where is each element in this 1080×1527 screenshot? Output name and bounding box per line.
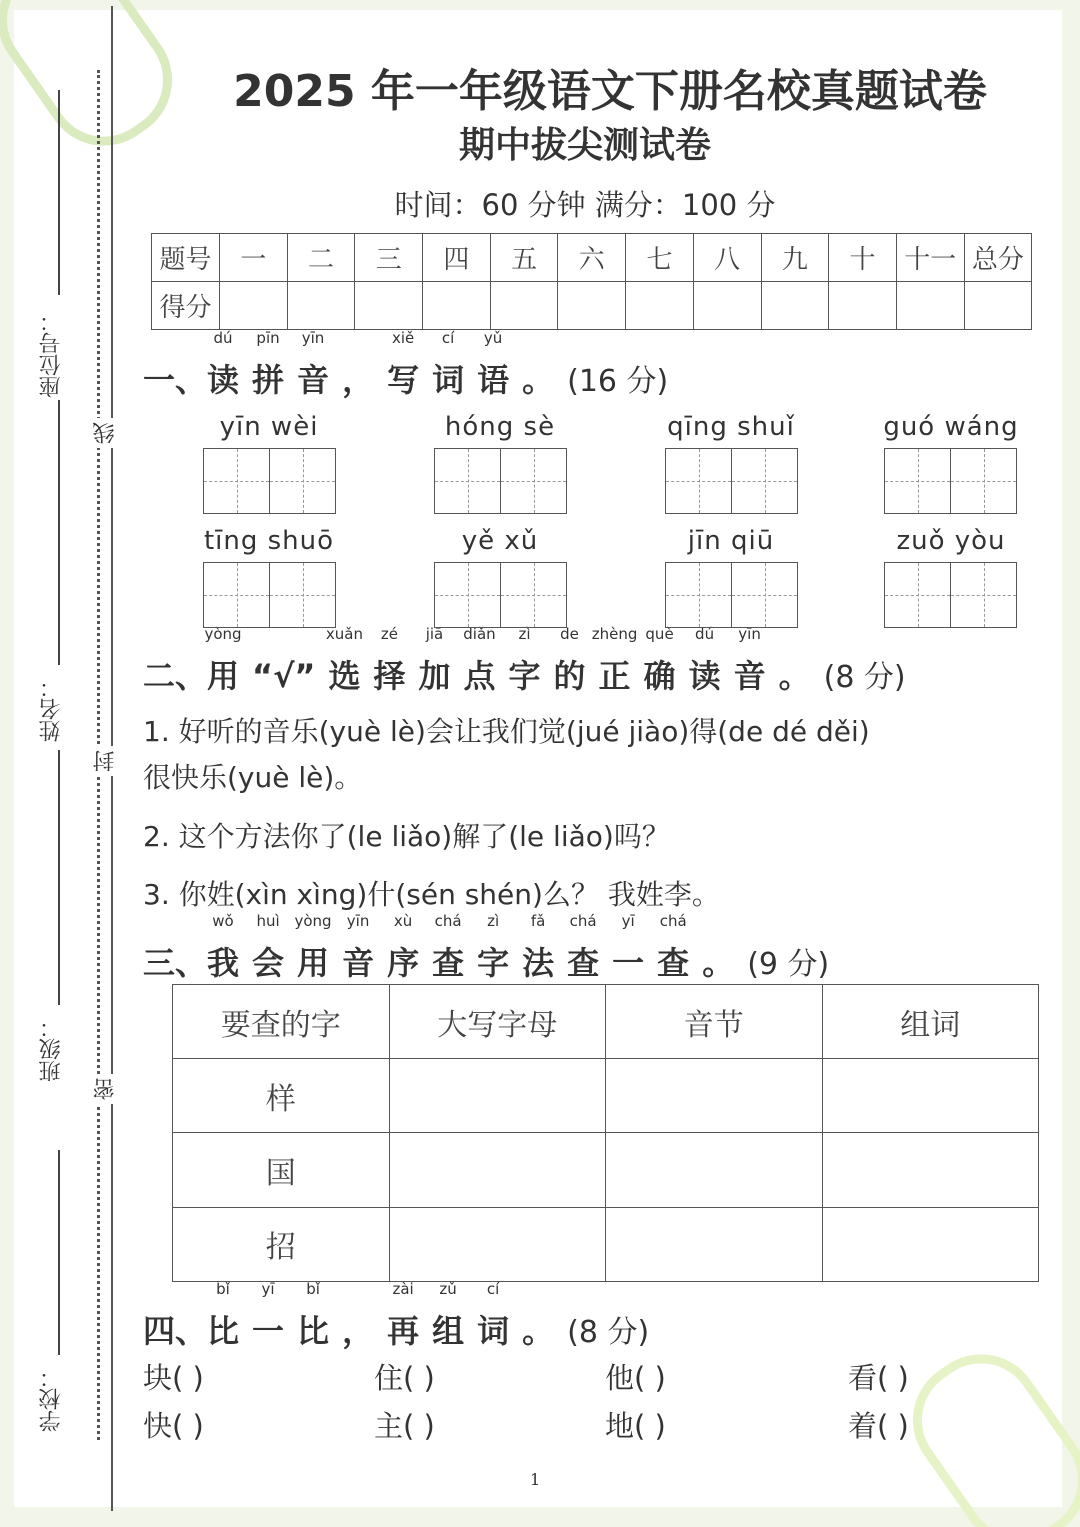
compare-item[interactable]: 看( )	[848, 1361, 909, 1395]
score-input-cell[interactable]	[287, 282, 355, 330]
heading-char: 比 bǐ	[207, 1280, 240, 1350]
score-table-cell: 四	[423, 234, 491, 282]
heading-char: 择 zé	[373, 625, 406, 695]
answer-cell[interactable]	[822, 1207, 1039, 1281]
heading-char: 查 chá	[432, 912, 465, 982]
score-input-cell[interactable]	[220, 282, 288, 330]
heading-char: 用 yòng	[204, 625, 242, 695]
class-underline	[58, 750, 60, 1005]
heading-char: 选 xuǎn	[325, 625, 363, 695]
heading-char: 读 dú	[207, 329, 240, 399]
heading-char: 音 yīn	[733, 625, 766, 695]
heading-char: 确 què	[643, 625, 676, 695]
score-input-cell[interactable]	[423, 282, 491, 330]
section3-heading	[143, 912, 830, 984]
seal-char-secret: 密	[90, 1074, 121, 1104]
heading-pinyin: chá	[434, 912, 462, 930]
score-table-cell: 十	[829, 234, 897, 282]
table-row	[173, 1133, 1039, 1207]
heading-char: ，	[342, 1312, 375, 1350]
heading-pinyin: yīn	[301, 329, 325, 347]
heading-char: 音 yīn	[342, 912, 375, 982]
heading-char: ，	[342, 361, 375, 399]
score-table-cell: 六	[558, 234, 626, 282]
heading-char: 一 yī	[252, 1280, 285, 1350]
page-number: 1	[530, 1470, 541, 1489]
compare-item[interactable]: 主( )	[374, 1409, 435, 1443]
heading-pinyin: yī	[261, 1280, 275, 1298]
answer-cell[interactable]	[606, 1133, 823, 1207]
writing-grid[interactable]	[884, 448, 1017, 514]
heading-char: 会 huì	[252, 912, 285, 982]
score-table-cell: 十一	[896, 234, 964, 282]
heading-pinyin: yī	[621, 912, 635, 930]
heading-char: 语 yǔ	[477, 329, 510, 399]
exam-title: 2025 年一年级语文下册名校真题试卷	[233, 66, 987, 117]
heading-char: 查 chá	[567, 912, 600, 982]
heading-char: 查 chá	[657, 912, 690, 982]
compare-item[interactable]: 快( )	[143, 1409, 204, 1443]
heading-pinyin: diǎn	[463, 625, 496, 643]
heading-char: 写 xiě	[387, 329, 420, 399]
score-table-cell: 一	[220, 234, 288, 282]
heading-pinyin: fǎ	[530, 912, 546, 930]
heading-pinyin: zài	[392, 1280, 414, 1298]
heading-pinyin: wǒ	[212, 912, 234, 930]
question-2-3: 3. 你姓(xìn xìng)什(sén shén)么？ 我姓李。	[143, 878, 720, 911]
heading-char: 加 jiā	[418, 625, 451, 695]
heading-char: 读 dú	[688, 625, 721, 695]
lookup-table	[172, 984, 1039, 1282]
score-table-header-row	[152, 234, 1032, 282]
heading-pinyin: zǔ	[439, 1280, 457, 1298]
writing-grid[interactable]	[434, 562, 567, 628]
heading-char: 字 zì	[508, 625, 541, 695]
score-input-cell[interactable]	[693, 282, 761, 330]
heading-char: 音 yīn	[297, 329, 330, 399]
section4-heading	[143, 1280, 650, 1352]
pinyin-label: guó wáng	[883, 412, 1019, 442]
heading-pinyin: dú	[213, 329, 233, 347]
answer-cell[interactable]	[389, 1207, 606, 1281]
heading-pinyin: zì	[487, 912, 500, 930]
heading-pinyin: yòng	[294, 912, 332, 930]
lookup-header-cell: 音节	[606, 985, 823, 1059]
heading-char: 我 wǒ	[207, 912, 240, 982]
score-input-cell[interactable]	[626, 282, 694, 330]
answer-cell[interactable]	[606, 1207, 823, 1281]
writing-grid[interactable]	[665, 562, 798, 628]
section-number: 一、	[143, 361, 208, 399]
writing-grid[interactable]	[203, 562, 336, 628]
score-input-cell[interactable]	[558, 282, 626, 330]
heading-char: 再 zài	[387, 1280, 420, 1350]
heading-char: 。	[522, 1312, 555, 1350]
lookup-header-cell: 要查的字	[173, 985, 390, 1059]
heading-char: 一 yī	[612, 912, 645, 982]
heading-char: 点 diǎn	[463, 625, 496, 695]
section-number: 二、	[143, 657, 208, 695]
heading-char: “√”	[252, 657, 316, 695]
heading-pinyin: yīn	[738, 625, 761, 643]
question-2-1: 1. 好听的音乐(yuè lè)会让我们觉(jué jiào)得(de dé děi)	[143, 715, 870, 748]
heading-pinyin: huì	[256, 912, 280, 930]
seat-label: 座位号：	[39, 310, 64, 398]
heading-pinyin: jiā	[425, 625, 444, 643]
lookup-table-header	[173, 985, 1039, 1059]
heading-char: 的 de	[553, 625, 586, 695]
answer-cell[interactable]	[389, 1059, 606, 1133]
answer-cell[interactable]	[822, 1133, 1039, 1207]
school-underline	[58, 1150, 60, 1355]
answer-cell[interactable]	[822, 1059, 1039, 1133]
score-table-cell: 总分	[964, 234, 1032, 282]
pinyin-label: qīng shuǐ	[667, 412, 795, 442]
heading-char: 词 cí	[432, 329, 465, 399]
compare-item[interactable]: 块( )	[143, 1361, 204, 1395]
heading-char: 拼 pīn	[252, 329, 285, 399]
score-table	[151, 233, 1032, 330]
heading-pinyin: chá	[569, 912, 597, 930]
compare-item[interactable]: 住( )	[374, 1361, 435, 1395]
section-number: 四、	[143, 1312, 208, 1350]
lookup-header-cell: 组词	[822, 985, 1039, 1059]
score-row-label: 得分	[152, 282, 220, 330]
section2-heading	[143, 625, 906, 697]
score-table-cell: 八	[693, 234, 761, 282]
seal-char-line: 线	[90, 418, 121, 448]
seal-char-seal: 封	[90, 746, 121, 776]
writing-grid[interactable]	[203, 448, 336, 514]
lookup-char: 招	[173, 1207, 390, 1281]
compare-item[interactable]: 着( )	[848, 1409, 909, 1443]
writing-grid[interactable]	[665, 448, 798, 514]
name-underline	[58, 400, 60, 665]
answer-cell[interactable]	[606, 1059, 823, 1133]
heading-char: 字 zì	[477, 912, 510, 982]
heading-pinyin: zì	[518, 625, 531, 643]
heading-char: 正 zhèng	[591, 625, 638, 695]
question-2-2: 2. 这个方法你了(le liǎo)解了(le liǎo)吗？	[143, 820, 670, 853]
heading-pinyin: yòng	[204, 625, 242, 643]
writing-grid[interactable]	[884, 562, 1017, 628]
score-input-cell[interactable]	[896, 282, 964, 330]
heading-char: 词 cí	[477, 1280, 510, 1350]
heading-char: 用 yòng	[294, 912, 332, 982]
score-table-cell: 题号	[152, 234, 220, 282]
writing-grid[interactable]	[434, 448, 567, 514]
pinyin-label: zuǒ yòu	[896, 526, 1006, 556]
lookup-header-cell: 大写字母	[389, 985, 606, 1059]
heading-char: 。	[778, 657, 811, 695]
heading-pinyin: cí	[486, 1280, 500, 1298]
heading-pinyin: xù	[393, 912, 413, 930]
heading-pinyin: zé	[380, 625, 399, 643]
heading-pinyin: pīn	[256, 329, 280, 347]
lookup-char: 国	[173, 1133, 390, 1207]
heading-char: 组 zǔ	[432, 1280, 465, 1350]
pinyin-label: jīn qiū	[687, 526, 775, 556]
score-input-cell[interactable]	[829, 282, 897, 330]
heading-char: 比 bǐ	[297, 1280, 330, 1350]
answer-cell[interactable]	[389, 1133, 606, 1207]
question-2-1-cont: 很快乐(yuè lè)。	[143, 761, 363, 794]
pinyin-label: yīn wèi	[219, 412, 319, 442]
pinyin-label: tīng shuō	[203, 526, 335, 556]
school-label: 学校：	[39, 1366, 64, 1432]
heading-char: 序 xù	[387, 912, 420, 982]
score-input-cell[interactable]	[964, 282, 1032, 330]
heading-char: 法 fǎ	[522, 912, 555, 982]
time-and-score: 时间：60 分钟 满分：100 分	[394, 188, 776, 222]
score-table-cell: 五	[490, 234, 558, 282]
heading-pinyin: cí	[441, 329, 455, 347]
heading-char: 。	[702, 944, 735, 982]
score-table-score-row	[152, 282, 1032, 330]
section-points: (8 分)	[823, 660, 906, 695]
score-table-cell: 九	[761, 234, 829, 282]
table-row	[173, 1207, 1039, 1281]
heading-pinyin: de	[560, 625, 579, 643]
heading-pinyin: yǔ	[483, 329, 503, 347]
section1-heading	[143, 329, 669, 401]
seat-underline	[58, 90, 60, 295]
section-points: (16 分)	[567, 364, 669, 399]
exam-subtitle: 期中拔尖测试卷	[458, 125, 711, 166]
lookup-char: 样	[173, 1059, 390, 1133]
heading-pinyin: chá	[659, 912, 687, 930]
score-input-cell[interactable]	[490, 282, 558, 330]
heading-pinyin: xuǎn	[325, 625, 363, 643]
table-row	[173, 1059, 1039, 1133]
heading-pinyin: dú	[695, 625, 715, 643]
compare-item[interactable]: 他( )	[605, 1361, 666, 1395]
pinyin-label: yě xǔ	[461, 526, 539, 556]
name-label: 姓名：	[39, 676, 64, 742]
heading-pinyin: yīn	[346, 912, 370, 930]
score-table-cell: 三	[355, 234, 423, 282]
heading-pinyin: zhèng	[591, 625, 638, 643]
score-table-cell: 二	[287, 234, 355, 282]
score-input-cell[interactable]	[355, 282, 423, 330]
class-label: 班级：	[39, 1016, 64, 1082]
section-number: 三、	[143, 944, 208, 982]
score-input-cell[interactable]	[761, 282, 829, 330]
heading-char: 。	[522, 361, 555, 399]
heading-pinyin: bǐ	[216, 1280, 230, 1298]
score-table-cell: 七	[626, 234, 694, 282]
heading-pinyin: xiě	[391, 329, 415, 347]
pinyin-label: hóng sè	[444, 412, 556, 442]
heading-pinyin: què	[645, 625, 674, 643]
section-points: (8 分)	[567, 1315, 650, 1350]
heading-pinyin: bǐ	[306, 1280, 320, 1298]
section-points: (9 分)	[747, 947, 830, 982]
compare-item[interactable]: 地( )	[605, 1409, 666, 1443]
